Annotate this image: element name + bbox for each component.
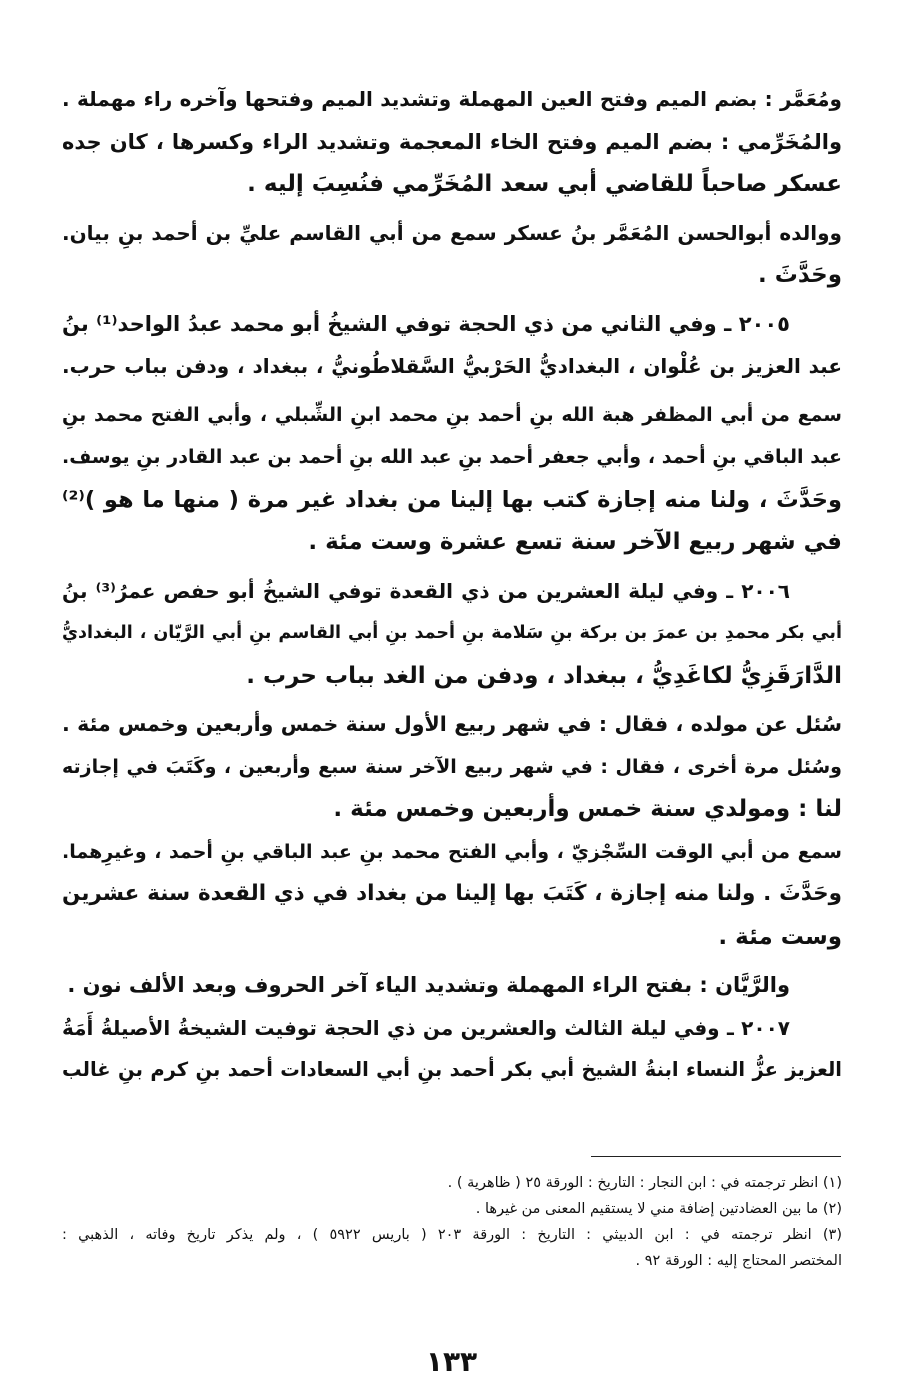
text-line: والرَّيَّان : بفتح الراء المهملة وتشديد الياء آخر الحروف وبعد الألف نون . [67, 973, 790, 997]
entry-2005-heading: ٢٠٠٥ ـ وفي الثاني من ذي الحجة توفي الشيخُ أبو محمد عبدُ الواحد⁽¹⁾ بنُ [62, 311, 790, 336]
text-line: الدَّارَقَزِيُّ لكاغَدِيُّ ، ببغداد ، ودفن من الغد بباب حرب . [246, 662, 842, 689]
footnotes [62, 1170, 842, 1274]
text-line: ووالده أبوالحسن المُعَمَّر بنُ عسكر سمع من أبي القاسم عليِّ بن أحمد بنِ بيان. [62, 220, 842, 245]
text-line: عسكر صاحباً للقاضي أبي سعد المُخَرِّمي فنُسِبَ إليه . [247, 171, 842, 197]
footnote-2: (٢) ما بين العضادتين إضافة مني لا يستقيم المعنى من غيرها . [475, 1201, 842, 1217]
text-line: في شهر ربيع الآخر سنة تسع عشرة وست مئة . [308, 529, 842, 555]
text-line: والمُخَرِّمي : بضم الميم وفتح الخاء المعجمة وتشديد الراء وكسرها ، كان جده [62, 129, 842, 154]
text-line: لنا : ومولدي سنة خمس وأربعين وخمس مئة . [333, 796, 842, 822]
text-line: عبد الباقي بنِ أحمد ، وأبي جعفر أحمد بنِ عبد الله بنِ أحمد بن عبد القادر بنِ يوسف. [62, 446, 842, 468]
text-line: سُئل عن مولده ، فقال : في شهر ربيع الأول سنة خمس وأربعين وخمس مئة . [62, 712, 842, 736]
page-number: ١٣٣ [425, 1345, 478, 1378]
footnote-1: (١) انظر ترجمته في : ابن النجار : التاريخ : الورقة ٢٥ ( ظاهرية ) . [447, 1175, 842, 1191]
entry-2007-heading: ٢٠٠٧ ـ وفي ليلة الثالث والعشرين من ذي الحجة توفيت الشيخةُ الأصيلةُ أَمَةُ [62, 1015, 790, 1040]
text-line: وحَدَّثَ . ولنا منه إجازة ، كَتَبَ بها إلينا من بغداد في ذي القعدة سنة عشرين [62, 881, 842, 906]
text-line: وحَدَّثَ . [757, 262, 842, 288]
text-line: سمع من أبي المظفر هبة الله بنِ أحمد بنِ محمد ابنِ الشِّبلي ، وأبي الفتح محمد بنِ [62, 403, 842, 426]
text-line: أبي بكر محمدِ بن عمرَ بن بركة بنِ سَلامة بنِ أحمد بنِ أبي القاسم بنِ أبي الرَّيّان ، البغداديُّ [62, 623, 842, 643]
text-line: عبد العزيز بن عُلْوان ، البغداديُّ الحَرْبيُّ السَّقلاطُونيُّ ، ببغداد ، ودفن بباب حرب. [62, 354, 842, 378]
footnote-3-continued: المختصر المحتاج إليه : الورقة ٩٢ . [635, 1253, 842, 1269]
text-line: العزيز عزُّ النساء ابنةُ الشيخ أبي بكر أحمد بنِ أبي السعادات أحمد بنِ كرم بنِ غالب [62, 1058, 842, 1081]
footnote-separator [591, 1156, 841, 1157]
text-line: وست مئة . [718, 923, 842, 950]
text-line: ومُعَمَّر : بضم الميم وفتح العين المهملة وتشديد الميم وفتحها وآخره راء مهملة . [62, 87, 842, 111]
footnote-3: (٣) انظر ترجمته في : ابن الدبيثي : التاريخ : الورقة ٢٠٣ ( باريس ٥٩٢٢ ) ، ولم يذكر تاريخ وفاته ، الذهبي : [62, 1227, 842, 1243]
text-line: سمع من أبي الوقت السِّجْزيّ ، وأبي الفتح محمد بنِ عبد الباقي بنِ أحمد ، وغيرِهما. [62, 840, 842, 863]
entry-2006-heading: ٢٠٠٦ ـ وفي ليلة العشرين من ذي القعدة توفي الشيخُ أبو حفص عمرُ⁽³⁾ بنُ [62, 578, 791, 603]
text-line: وحَدَّثَ ، ولنا منه إجازة كتب بها إلينا من بغداد غير مرة ( منها ما هو )⁽²⁾ [62, 486, 842, 513]
main-text [62, 78, 842, 1092]
text-line: وسُئل مرة أخرى ، فقال : في شهر ربيع الآخر سنة سبع وأربعين ، وكَتَبَ في إجازته [62, 755, 842, 778]
